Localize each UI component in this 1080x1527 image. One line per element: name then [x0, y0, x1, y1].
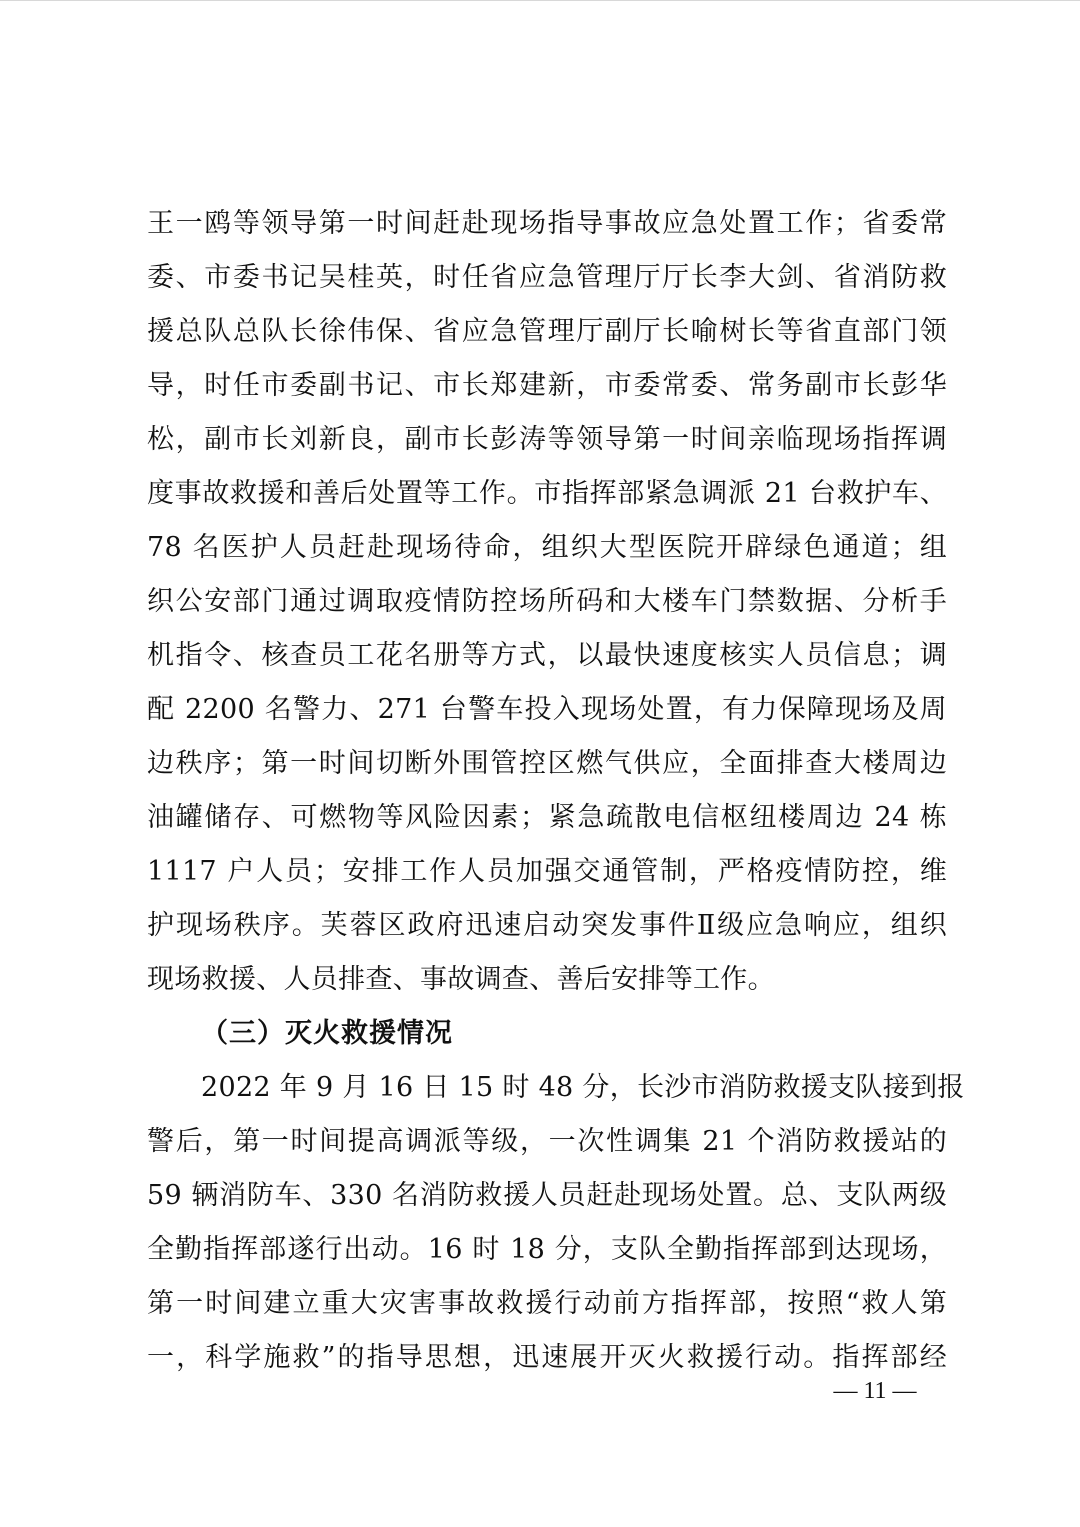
paragraph-line: 全勤指挥部遂行出动。16 时 18 分，支队全勤指挥部到达现场， — [147, 1234, 947, 1265]
paragraph-line: 护现场秩序。芙蓉区政府迅速启动突发事件Ⅱ级应急响应，组织 — [147, 910, 947, 941]
paragraph-line: 援总队总队长徐伟保、省应急管理厅副厅长喻树长等省直部门领 — [147, 316, 947, 347]
paragraph-line: 机指令、核查员工花名册等方式，以最快速度核实人员信息；调 — [147, 640, 947, 671]
body-text — [147, 197, 965, 1385]
paragraph-line: 松，副市长刘新良，副市长彭涛等领导第一时间亲临现场指挥调 — [147, 424, 947, 455]
paragraph-line: 现场救援、人员排查、事故调查、善后安排等工作。 — [147, 964, 775, 995]
paragraph-1 — [147, 197, 947, 1007]
paragraph-line: 配 2200 名警力、271 台警车投入现场处置，有力保障现场及周 — [147, 694, 947, 725]
paragraph-line: 一，科学施救”的指导思想，迅速展开灭火救援行动。指挥部经 — [147, 1342, 947, 1373]
page-number: — 11 — — [833, 1378, 917, 1404]
paragraph-line: 59 辆消防车、330 名消防救援人员赶赴现场处置。总、支队两级 — [147, 1180, 947, 1211]
paragraph-line: 油罐储存、可燃物等风险因素；紧急疏散电信枢纽楼周边 24 栋 — [147, 802, 947, 833]
paragraph-2 — [147, 1061, 965, 1385]
paragraph-line: 1117 户人员；安排工作人员加强交通管制，严格疫情防控，维 — [147, 856, 947, 887]
paragraph-line: 织公安部门通过调取疫情防控场所码和大楼车门禁数据、分析手 — [147, 586, 947, 617]
paragraph-line: 委、市委书记吴桂英，时任省应急管理厅厅长李大剑、省消防救 — [147, 262, 947, 293]
paragraph-line: 警后，第一时间提高调派等级，一次性调集 21 个消防救援站的 — [147, 1126, 947, 1157]
paragraph-line: 度事故救援和善后处置等工作。市指挥部紧急调派 21 台救护车、 — [147, 478, 947, 509]
paragraph-line: 边秩序；第一时间切断外围管控区燃气供应，全面排查大楼周边 — [147, 748, 947, 779]
section-heading: （三）灭火救援情况 — [201, 1018, 453, 1049]
paragraph-line: 2022 年 9 月 16 日 15 时 48 分，长沙市消防救援支队接到报 — [201, 1072, 965, 1103]
paragraph-line: 78 名医护人员赶赴现场待命，组织大型医院开辟绿色通道；组 — [147, 532, 947, 563]
paragraph-line: 第一时间建立重大灾害事故救援行动前方指挥部，按照“救人第 — [147, 1288, 947, 1319]
paragraph-line: 导，时任市委副书记、市长郑建新，市委常委、常务副市长彭华 — [147, 370, 947, 401]
paragraph-line: 王一鸥等领导第一时间赶赴现场指导事故应急处置工作；省委常 — [147, 208, 947, 239]
